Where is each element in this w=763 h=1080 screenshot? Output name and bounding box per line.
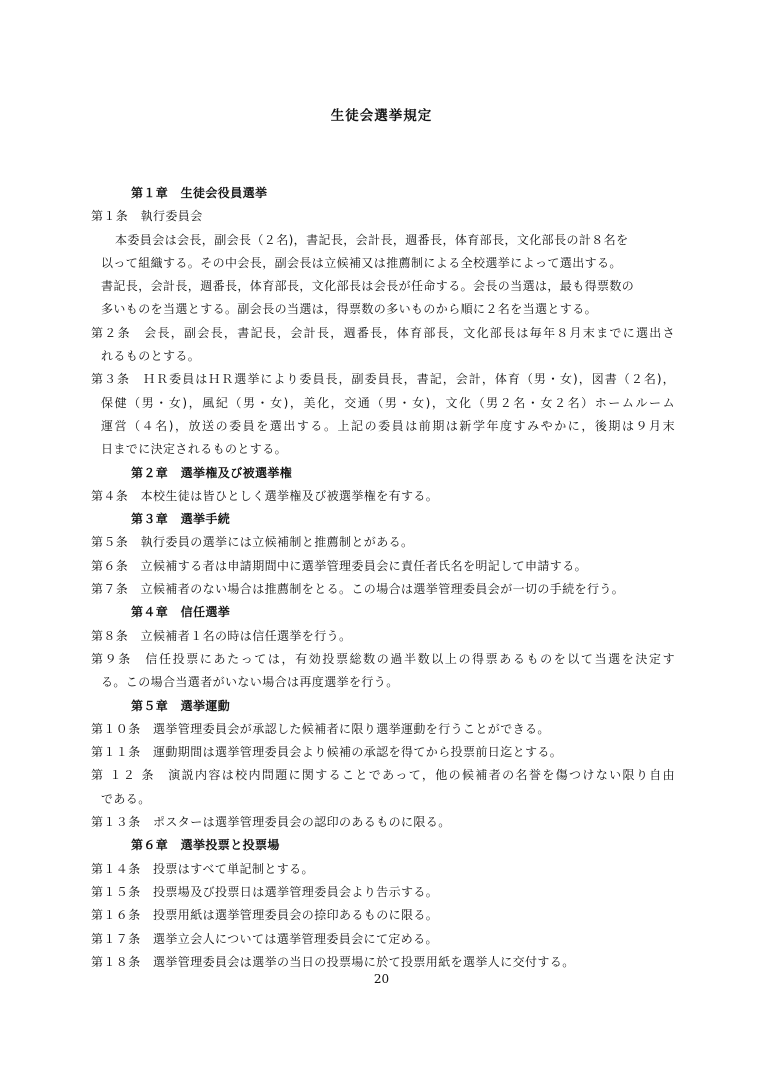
chapter-heading: 第６章 選挙投票と投票場 (131, 838, 280, 853)
article-continuation-line: れるものとする。 (101, 349, 201, 364)
article-line: 第 １２ 条 演説内容は校内問題に関することであって，他の候補者の名誉を傷つけない限り自由 (91, 768, 675, 783)
article-line: 第２条 会長，副会長，書記長，会計長，週番長，体育部長，文化部長は毎年８月末までに選出さ (91, 325, 675, 340)
article-line: 第４条 本校生徒は皆ひとしく選挙権及び被選挙権を有する。 (91, 488, 439, 503)
chapter-heading: 第１章 生徒会役員選挙 (131, 186, 268, 200)
regulation-body (91, 182, 675, 974)
article-line: 第５条 執行委員の選挙には立候補制と推薦制とがある。 (91, 535, 414, 550)
article-line: 第８条 立候補者１名の時は信任選挙を行う。 (91, 628, 352, 643)
article-continuation-line: 以って組織する。その中会長，副会長は立候補又は推薦制による全校選挙によって選出する。 (101, 255, 622, 270)
chapter-heading: 第５章 選挙運動 (131, 698, 231, 713)
article-continuation-line: である。 (101, 791, 151, 806)
article-line: 第１０条 選挙管理委員会が承認した候補者に限り選挙運動を行うことができる。 (91, 721, 550, 736)
article-line: 第１１条 運動期間は選挙管理委員会より候補の承認を得てから投票前日迄とする。 (91, 745, 563, 760)
article-continuation-line: 日までに決定されるものとする。 (101, 442, 288, 457)
article-line: 第１４条 投票はすべて単記制とする。 (91, 861, 314, 876)
article-continuation-line: る。この場合当選者がいない場合は再度選挙を行う。 (101, 675, 399, 690)
article-line: 第１条 執行委員会 (91, 209, 203, 224)
chapter-heading: 第４章 信任選挙 (131, 605, 231, 620)
article-line: 第９条 信任投票にあたっては，有効投票総数の過半数以上の得票あるものを以て当選を決定す (91, 651, 675, 666)
article-line: 第７条 立候補者のない場合は推薦制をとる。この場合は選挙管理委員会が一切の手続を行う。 (91, 582, 625, 597)
chapter-heading: 第３章 選挙手続 (131, 512, 231, 527)
article-continuation-line: 保健（男・女)，風紀（男・女)，美化，交通（男・女)，文化（男２名・女２名）ホームルーム (101, 395, 675, 410)
article-continuation-line: 運営（４名)，放送の委員を選出する。上記の委員は前期は新学年度すみやかに，後期は９月末 (101, 418, 675, 433)
article-continuation-line: 多いものを当選とする。副会長の当選は，得票数の多いものから順に２名を当選とする。 (101, 302, 598, 317)
article-line: 第１５条 投票場及び投票日は選挙管理委員会より告示する。 (91, 884, 439, 899)
article-line: 第１７条 選挙立会人については選挙管理委員会にて定める。 (91, 931, 438, 946)
article-line: 第３条 ＨＲ委員はＨＲ選挙により委員長，副委員長，書記，会計，体育（男・女)，図書（２名)， (91, 372, 675, 387)
article-continuation-line: 本委員会は会長，副会長（２名)，書記長，会計長，週番長，体育部長，文化部長の計８名を (115, 232, 629, 247)
document-title: 生徒会選挙規定 (330, 108, 433, 124)
article-continuation-line: 書記長，会計長，週番長，体育部長，文化部長は会長が任命する。会長の当選は，最も得票数の (101, 279, 635, 294)
article-line: 第１６条 投票用紙は選挙管理委員会の捺印あるものに限る。 (91, 908, 439, 923)
article-line: 第１８条 選挙管理委員会は選挙の当日の投票場に於て投票用紙を選挙人に交付する。 (91, 954, 575, 969)
page-number: 20 (373, 972, 390, 986)
chapter-heading: 第２章 選挙権及び被選挙権 (131, 465, 293, 480)
article-line: 第１３条 ポスターは選挙管理委員会の認印のあるものに限る。 (91, 815, 451, 830)
article-line: 第６条 立候補する者は申請期間中に選挙管理委員会に責任者氏名を明記して申請する。 (91, 558, 588, 573)
